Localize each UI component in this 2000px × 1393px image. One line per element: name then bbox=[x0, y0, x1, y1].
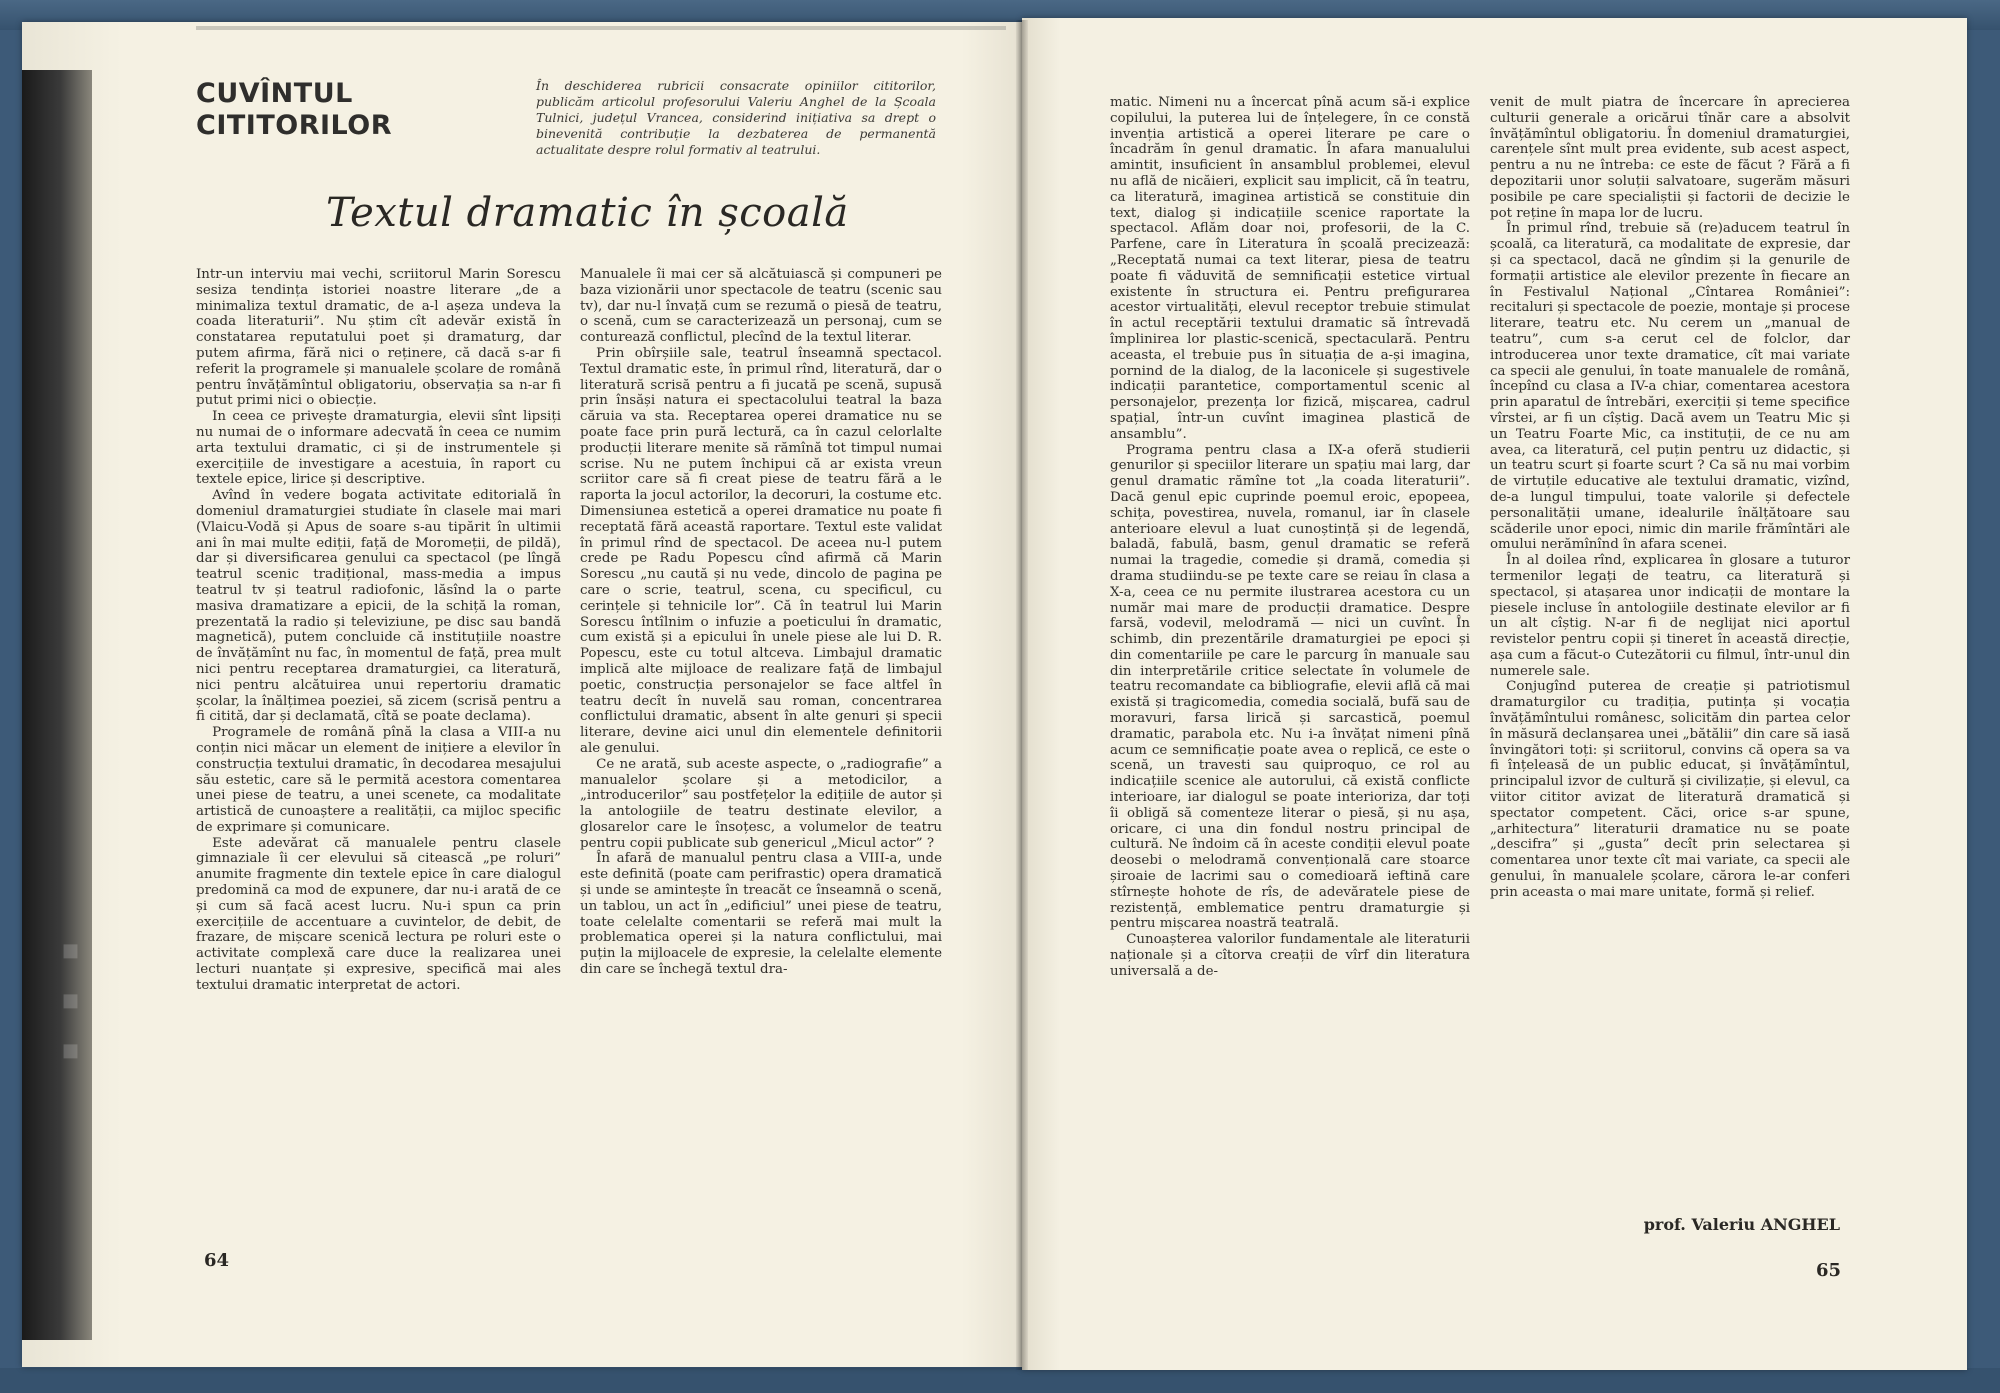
magazine-cover-edge-bottom bbox=[0, 1368, 2000, 1393]
paragraph: Manualele îi mai cer să alcătuiască și compuneri pe baza vizionării unor spectacole de teatru (scenic sau tv), dar nu-l învață cum se rezumă o piesă de teatru, o scenă, cum se caracterizează un personaj, cum se conturează conflictul, plecînd de la textul literar. bbox=[580, 267, 942, 346]
paragraph: Este adevărat că manualele pentru clasele gimnaziale îi cer elevului să citească „pe roluri” anumite fragmente din textele epice în care dialogul predomină ca mod de expunere, dar nu-i arată de ce și cum să facă acest lucru. Nu-i spun ca prin exercițiile de accentuare a cuvintelor, de debit, de frazare, de mișcare scenică lectura pe roluri este o activitate complexă care duce la realizarea unei lecturi nuanțate și expresive, specifică mai ales textului dramatic interpretat de actori. bbox=[196, 835, 561, 993]
paragraph: În afară de manualul pentru clasa a VIII-a, unde este definită (poate cam perifrastic) opera dramatică și unde se amintește în treacăt ce înseamnă o scenă, un tablou, un act în „edificiul” unei piese de teatru, toate celelalte comentarii se referă mai mult la problematica operei și la natura conflictului, mai puțin la mijloacele de expresie, la celelalte elemente din care se închegă textul dra- bbox=[580, 851, 942, 978]
paragraph: Prin obîrșiile sale, teatrul înseamnă spectacol. Textul dramatic este, în primul rînd, literatură, dar o literatură scrisă pentru a fi jucată pe scenă, supusă prin însăși natura ei spectacolului teatral la baza căruia va sta. Receptarea operei dramatice nu se poate face prin pură lectură, ca în cazul celorlalte producții literare menite să rămînă tot timpul numai scrise. Nu ne putem închipui că ar exista vreun scriitor care să fi creat piese de teatru fără a le raporta la jocul actorilor, la decoruri, la costume etc. Dimensiunea estetică a operei dramatice nu poate fi receptată fără această raportare. Textul este validat în primul rînd de spectacol. De aceea nu-l putem crede pe Radu Popescu cînd afirmă că Marin Sorescu „nu caută și nu vede, dincolo de pagina pe care o scrie, teatrul, scena, cu specificul, cu cerințele și tehnicile lor”. Că în teatrul lui Marin Sorescu întîlnim o infuzie a poeticului în dramatic, cum există și a epicului în unele piese ale lui D. R. Popescu, este cu totul altceva. Limbajul dramatic implică alte mijloace de realizare față de limbajul poetic, construcția personajelor se face altfel în teatru decît în nuvelă sau roman, concentrarea conflictului dramatic, absent în alte genuri și specii literare, devine aici unul din elementele definitorii ale genului. bbox=[580, 345, 942, 756]
paragraph: În al doilea rînd, explicarea în glosare a tuturor termenilor legați de teatru, ca literatură și spectacol, și atașarea unor indicații de montare la piesele incluse în antologiile destinate elevilor ar fi un alt cîștig. N-ar fi de neglijat nici aportul revistelor pentru copii și tineret în această direcție, așa cum a făcut-o Cutezătorii cu filmul, într-unul din numerele sale. bbox=[1490, 553, 1850, 679]
top-rule bbox=[196, 26, 1006, 30]
article-title: Textul dramatic în școală bbox=[326, 190, 849, 236]
author-signature: prof. Valeriu ANGHEL bbox=[1643, 1215, 1840, 1234]
photo-decoration: ▪ ▪ ▪ bbox=[54, 933, 87, 1070]
editorial-intro: În deschiderea rubricii consacrate opiniilor cititorilor, publicăm articolul profesorului Valeriu Anghel de la Școala Tulnici, județul Vrancea, considerind inițiativa sa drept o binevenită contribuție la dezbaterea de permanentă actualitate despre rolul formativ al teatrului. bbox=[536, 78, 936, 157]
paragraph: Cunoașterea valorilor fundamentale ale literaturii naționale și a cîtorva creații de vîrf din literatura universală a de- bbox=[1110, 932, 1470, 979]
article-column-4 bbox=[1490, 95, 1850, 901]
paragraph: venit de mult piatra de încercare în aprecierea culturii generale a oricărui tînăr care a absolvit învățămîntul obligatoriu. În domeniul dramaturgiei, carențele sînt mult prea evidente, sub acest aspect, pentru a nu ne întreba: ce este de făcut ? Fără a fi depozitarii unor soluții salvatoare, sugerăm măsuri posibile pe care specialiștii și factorii de decizie le pot reține în mapa lor de lucru. bbox=[1490, 95, 1850, 221]
paragraph: Intr-un interviu mai vechi, scriitorul Marin Sorescu sesiza tendința istoriei noastre literare „de a minimaliza textul dramatic, de a-l așeza undeva la coada literaturii”. Nu știm cît adevăr există în constatarea reputatului poet și dramaturg, dar putem afirma, fără nici o reținere, că dacă s-ar fi referit la programele și manualele școlare de română pentru învățămîntul obligatoriu, observația sa n-ar fi putut primi nici o obiecție. bbox=[196, 267, 561, 409]
paragraph: In ceea ce privește dramaturgia, elevii sînt lipsiți nu numai de o informare adecvată în ceea ce numim arta textului dramatic, ci și de instrumentele și exercițiile de investigare a acestuia, în raport cu textele epice, lirice și descriptive. bbox=[196, 409, 561, 488]
article-column-1 bbox=[196, 267, 561, 994]
paragraph: matic. Nimeni nu a încercat pînă acum să-i explice copilului, la puterea lui de înțelegere, în ce constă invenția artistică a operei literare pe care o încadrăm în genul dramatic. În afara manualului amintit, insuficient în ansamblul problemei, elevul nu află de nicăieri, explicit sau implicit, că în teatru, ca literatură, imaginea artistică se constituie din text, dialog și indicațiile scenice raportate la spectacol. Aflăm doar noi, profesorii, de la C. Parfene, care în Literatura în școală precizează: „Receptată numai ca text literar, piesa de teatru poate fi văduvită de semnificații estetice virtual existente în structura ei. Pentru prefigurarea acestor virtualități, elevul receptor trebuie stimulat în actul receptării textului dramatic să întrevadă împlinirea lor plastic-scenică, spectaculară. Pentru aceasta, el trebuie pus în situația de a-și imagina, pornind de la dialog, de la laconicele și sugestivele indicații parantetice, comportamentul scenic al personajelor, prezența lor fizică, mișcarea, cadrul spațial, într-un cuvînt imaginea plastică de ansamblu”. bbox=[1110, 95, 1470, 442]
article-column-2 bbox=[580, 267, 942, 978]
paragraph: Ce ne arată, sub aceste aspecte, o „radiografie” a manualelor școlare și a metodicilor, a „introducerilor” sau postfețelor la edițiile de autor și la antologiile de teatru destinate elevilor, a glosarelor care le însoțesc, a volumelor de teatru pentru copii publicate sub genericul „Micul actor” ? bbox=[580, 756, 942, 851]
paragraph: Conjugînd puterea de creație și patriotismul dramaturgilor cu tradiția, putința și vocația învățămîntului românesc, solicităm din partea celor în măsură declanșarea unei „bătălii” din care să iasă învingători toți: și scriitorul, convins că opera sa va fi înțeleasă de un public educat, și învățămîntul, principalul izvor de cultură și civilizație, și elevul, ca viitor cititor avizat de literatură dramatică și spectator competent. Căci, orice s-ar spune, „arhitectura” literaturii dramatice nu se poate „descifra” și „gusta” decît prin selectarea și comentarea unor texte cît mai variate, ca specii ale genului, în manualele școlare, cărora le-ar conferi prin aceasta o mai mare unitate, formă și relief. bbox=[1490, 679, 1850, 900]
rubric-heading bbox=[196, 78, 456, 142]
page-number-left: 64 bbox=[204, 1250, 230, 1271]
paragraph: În primul rînd, trebuie să (re)aducem teatrul în școală, ca literatură, ca modalitate de expresie, dar și ca spectacol, dacă ne gîndim și la genurile de formații artistice ale elevilor prezente în fiecare an în Festivalul Național „Cîntarea României”: recitaluri și spectacole de poezie, montaje și procese literare, teatru etc. Nu cerem un „manual de teatru”, cum s-a cerut cel de folclor, dar introducerea unor texte dramatice, cît mai variate ca specii ale genului, în toate manualele de română, începînd cu clasa a IV-a chiar, comentarea acestora prin aparatul de întrebări, exerciții și teme specifice vîrstei, ar fi un cîștig. Dacă avem un Teatru Mic și un Teatru Foarte Mic, ca instituții, de ce nu am avea, ca literatură, cel puțin pentru uz didactic, și un teatru scurt și foarte scurt ? Ca să nu mai vorbim de virtuțile educative ale textului dramatic, vizînd, de-a lungul timpului, toate valorile și defectele personalității umane, idealurile înălțătoare sau scăderile unor epoci, nimic din marile frămîntări ale omului nerămînînd în afara scenei. bbox=[1490, 221, 1850, 553]
article-column-3 bbox=[1110, 95, 1470, 980]
paragraph: Programa pentru clasa a IX-a oferă studierii genurilor și speciilor literare un spațiu mai larg, dar genul dramatic rămîne tot „la coada literaturii”. Dacă genul epic cuprinde poemul eroic, epopeea, schița, povestirea, nuvela, romanul, iar în clasele anterioare elevul a luat cunoștință și de legendă, baladă, fabulă, basm, genul dramatic se referă numai la tragedie, comedie și dramă, comedia și drama studiindu-se pe texte care se reiau în clasa a X-a, ceea ce nu permite ilustrarea acestora cu un număr mai mare de producții dramatice. Despre farsă, vodevil, melodramă — nici un cuvînt. În schimb, din prezentările dramaturgiei pe epoci și din comentariile pe care le parcurg în manuale sau din interpretările critice selectate în volumele de teatru recomandate ca bibliografie, elevii află că mai există și tragicomedia, comedia socială, bufă sau de moravuri, farsa lirică și sarcastică, poemul dramatic, parabola etc. Nu i-a învățat nimeni pînă acum ce semnificație poate avea o replică, ce este o scenă, un travesti sau quiproquo, ce rol au indicațiile scenice ale autorului, că există conflicte interioare, iar dialogul se poate interioriza, dar toți îi obligă să comenteze literar o piesă, și nu așa, oricare, ci una din fondul nostru principal de cultură. Ne îndoim că în aceste condiții elevul poate deosebi o melodramă convențională care stoarce șiroaie de lacrimi sau o comedioară ieftină care stîrnește hohote de rîs, de adevăratele piese de rezistență, emblematice pentru dramaturgie și pentru mișcarea noastră teatrală. bbox=[1110, 442, 1470, 932]
paragraph: Avînd în vedere bogata activitate editorială în domeniul dramaturgiei studiate în clasele mai mari (Vlaicu-Vodă și Apus de soare s-au tipărit în ultimii ani în mai multe ediții, față de Moromeții, de pildă), dar și diversificarea genului ca spectacol (pe lîngă teatrul scenic tradițional, mass-media a impus teatrul tv și teatrul radiofonic, lăsînd la o parte masiva dramatizare a epicii, de la schiță la roman, prezentată la radio și televiziune, pe disc sau bandă magnetică), putem concluide că instituțiile noastre de învățămînt nu fac, în momentul de față, prea mult nici pentru receptarea dramaturgiei, ca literatură, nici pentru alcătuirea unui repertoriu dramatic școlar, la înălțimea poeziei, să zicem (scrisă pentru a fi citită, dar și declamată, cîtă se poate declama). bbox=[196, 488, 561, 725]
page-number-right: 65 bbox=[1816, 1260, 1842, 1281]
photo-strip-left bbox=[22, 70, 92, 1340]
rubric-line-2: CITITORILOR bbox=[196, 110, 393, 141]
book-gutter bbox=[1016, 20, 1028, 1370]
paragraph: Programele de română pînă la clasa a VIII-a nu conțin nici măcar un element de inițiere a elevilor în construcția textului dramatic, în decodarea mesajului său estetic, care să le permită acestora comentarea unei piese de teatru, a unei scenete, ca modalitate artistică de cunoaștere a realității, ca mijloc specific de exprimare și comunicare. bbox=[196, 725, 561, 835]
rubric-line-1: CUVÎNTUL bbox=[196, 78, 353, 109]
